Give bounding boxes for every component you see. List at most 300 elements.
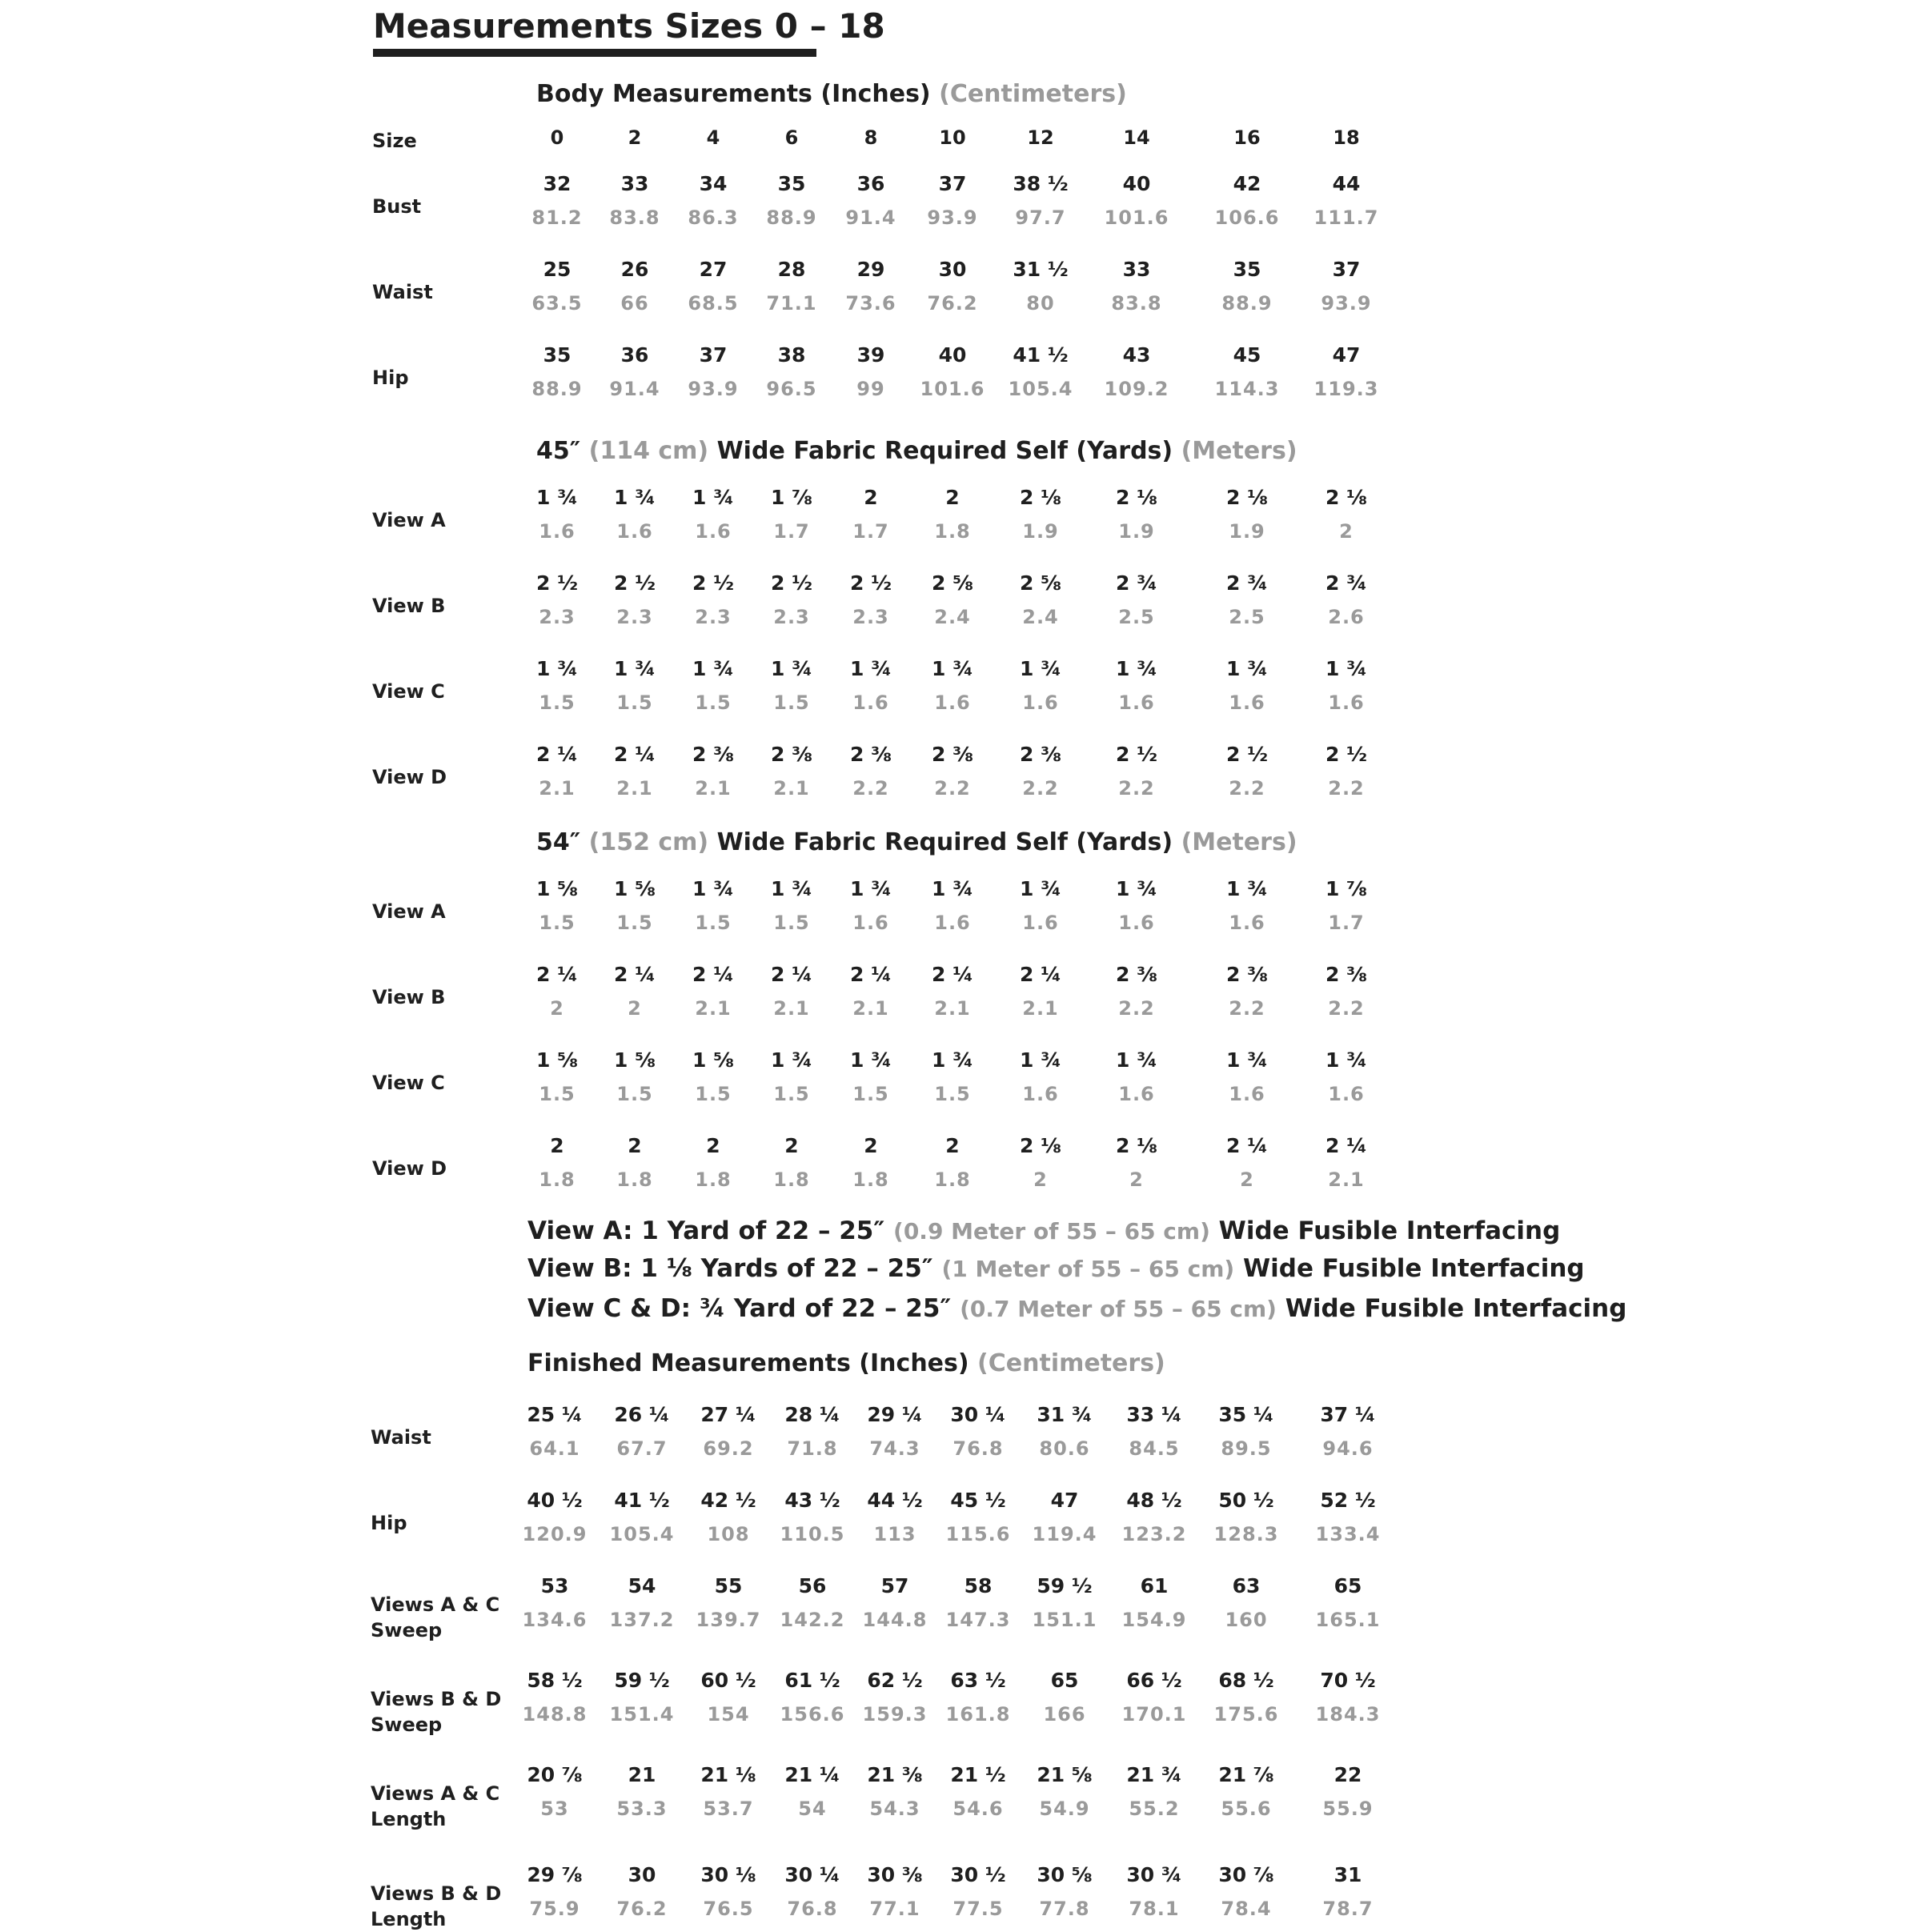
imperial-value: 2 ⅜ bbox=[1020, 743, 1061, 766]
row-label-line: View B bbox=[372, 595, 446, 617]
metric-value: 71.8 bbox=[787, 1437, 838, 1460]
metric-value: 94.6 bbox=[1322, 1437, 1374, 1460]
imperial-value: 2 ⅝ bbox=[1020, 571, 1061, 595]
metric-value: 2 bbox=[1129, 1168, 1144, 1191]
metric-value: 76.2 bbox=[927, 292, 978, 315]
imperial-value: 33 ¼ bbox=[1126, 1403, 1182, 1426]
metric-value: 83.8 bbox=[1111, 292, 1162, 315]
metric-value: 2 bbox=[550, 997, 564, 1020]
metric-value: 2.1 bbox=[852, 997, 889, 1020]
imperial-value: 48 ½ bbox=[1126, 1489, 1182, 1512]
imperial-value: 2 ⅜ bbox=[1325, 963, 1367, 986]
imperial-value: 1 ¾ bbox=[1226, 1048, 1268, 1072]
imperial-value: 1 ¾ bbox=[1325, 1048, 1367, 1072]
metric-value: 1.6 bbox=[934, 691, 971, 714]
row-label-line: Sweep bbox=[371, 1619, 443, 1641]
size-cell: 0 bbox=[550, 126, 564, 149]
imperial-value: 22 bbox=[1333, 1763, 1362, 1786]
metric-value: 2.2 bbox=[1118, 997, 1155, 1020]
metric-value: 2 bbox=[1240, 1168, 1254, 1191]
imperial-value: 41 ½ bbox=[614, 1489, 670, 1512]
imperial-value: 2 ¼ bbox=[536, 743, 578, 766]
fabric-54-title-metric: (Meters) bbox=[1181, 828, 1297, 856]
imperial-value: 30 ¾ bbox=[1126, 1863, 1182, 1886]
metric-value: 147.3 bbox=[945, 1609, 1011, 1631]
interfacing-metric: (1 Meter of 55 – 65 cm) bbox=[941, 1256, 1235, 1282]
row-label-line: Hip bbox=[372, 367, 409, 389]
metric-value: 63.5 bbox=[531, 292, 583, 315]
imperial-value: 35 bbox=[1233, 258, 1261, 281]
metric-value: 2.2 bbox=[1022, 777, 1059, 800]
fabric-45-heading bbox=[536, 437, 1297, 465]
size-row-label: Size bbox=[372, 130, 417, 152]
fabric-54-title: Wide Fabric Required Self (Yards) bbox=[716, 828, 1173, 856]
row-label-line: Hip bbox=[371, 1512, 407, 1534]
metric-value: 1.5 bbox=[773, 912, 810, 934]
imperial-value: 1 ¾ bbox=[536, 657, 578, 680]
metric-value: 71.1 bbox=[766, 292, 817, 315]
row-label-line: Waist bbox=[372, 281, 433, 303]
imperial-value: 1 ¾ bbox=[1020, 877, 1061, 900]
imperial-value: 2 ¼ bbox=[850, 963, 892, 986]
imperial-value: 40 ½ bbox=[527, 1489, 583, 1512]
page-title: Measurements Sizes 0 – 18 bbox=[373, 6, 885, 46]
imperial-value: 30 ¼ bbox=[784, 1863, 840, 1886]
fabric-45-width-metric: (114 cm) bbox=[588, 437, 709, 465]
metric-value: 105.4 bbox=[1008, 378, 1073, 400]
imperial-value: 45 ½ bbox=[950, 1489, 1006, 1512]
imperial-value: 66 ½ bbox=[1126, 1669, 1182, 1692]
metric-value: 160 bbox=[1225, 1609, 1268, 1631]
imperial-value: 21 ⅛ bbox=[700, 1763, 756, 1786]
metric-value: 1.6 bbox=[1229, 691, 1265, 714]
row-label-line: View C bbox=[372, 1072, 445, 1094]
metric-value: 108 bbox=[707, 1523, 750, 1545]
metric-value: 76.2 bbox=[616, 1898, 668, 1920]
metric-value: 119.4 bbox=[1032, 1523, 1097, 1545]
size-cell: 14 bbox=[1123, 126, 1150, 149]
fabric-54-heading bbox=[536, 828, 1297, 856]
metric-value: 2.3 bbox=[852, 606, 889, 628]
imperial-value: 2 ⅛ bbox=[1116, 1134, 1157, 1157]
imperial-value: 2 ½ bbox=[1226, 743, 1268, 766]
imperial-value: 60 ½ bbox=[700, 1669, 756, 1692]
interfacing-note-view-cd bbox=[527, 1294, 1626, 1323]
body-measurements-heading bbox=[536, 80, 1127, 108]
imperial-value: 25 bbox=[543, 258, 571, 281]
metric-value: 76.8 bbox=[787, 1898, 838, 1920]
row-label-line: Views B & D bbox=[371, 1882, 502, 1905]
imperial-value: 58 bbox=[964, 1574, 993, 1597]
imperial-value: 30 ⅛ bbox=[700, 1863, 756, 1886]
metric-value: 78.1 bbox=[1129, 1898, 1180, 1920]
interfacing-lead: View A: 1 Yard of 22 – 25″ bbox=[527, 1217, 885, 1245]
imperial-value: 61 bbox=[1140, 1574, 1169, 1597]
imperial-value: 1 ⅝ bbox=[692, 1048, 734, 1072]
metric-value: 2.2 bbox=[852, 777, 889, 800]
metric-value: 2.1 bbox=[1022, 997, 1059, 1020]
metric-value: 113 bbox=[873, 1523, 916, 1545]
metric-value: 2.4 bbox=[1022, 606, 1059, 628]
imperial-value: 2 ⅜ bbox=[1116, 963, 1157, 986]
row-label bbox=[371, 1686, 501, 1738]
metric-value: 1.9 bbox=[1118, 520, 1155, 543]
imperial-value: 70 ½ bbox=[1320, 1669, 1376, 1692]
imperial-value: 42 bbox=[1233, 172, 1261, 195]
metric-value: 1.9 bbox=[1022, 520, 1059, 543]
imperial-value: 21 ½ bbox=[950, 1763, 1006, 1786]
imperial-value: 2 ⅛ bbox=[1020, 486, 1061, 509]
metric-value: 83.8 bbox=[609, 206, 660, 229]
imperial-value: 35 bbox=[543, 343, 571, 367]
metric-value: 115.6 bbox=[945, 1523, 1011, 1545]
imperial-value: 2 bbox=[784, 1134, 799, 1157]
imperial-value: 21 ¼ bbox=[784, 1763, 840, 1786]
imperial-value: 1 ¾ bbox=[614, 486, 656, 509]
interfacing-lead: View C & D: ¾ Yard of 22 – 25″ bbox=[527, 1294, 952, 1323]
metric-value: 166 bbox=[1043, 1703, 1086, 1726]
metric-value: 1.8 bbox=[773, 1168, 810, 1191]
metric-value: 88.9 bbox=[1221, 292, 1273, 315]
row-label bbox=[372, 984, 445, 1010]
interfacing-lead: View B: 1 ⅛ Yards of 22 – 25″ bbox=[527, 1254, 933, 1283]
metric-value: 1.5 bbox=[616, 912, 653, 934]
imperial-value: 56 bbox=[798, 1574, 827, 1597]
imperial-value: 29 ⅞ bbox=[527, 1863, 583, 1886]
row-label bbox=[372, 679, 445, 704]
metric-value: 1.6 bbox=[852, 691, 889, 714]
metric-value: 54 bbox=[798, 1798, 827, 1820]
row-label bbox=[371, 1510, 407, 1536]
imperial-value: 2 bbox=[945, 486, 960, 509]
imperial-value: 59 ½ bbox=[1037, 1574, 1093, 1597]
row-label-line: View C bbox=[372, 680, 445, 703]
metric-value: 1.5 bbox=[695, 1083, 732, 1105]
metric-value: 88.9 bbox=[531, 378, 583, 400]
metric-value: 142.2 bbox=[780, 1609, 845, 1631]
imperial-value: 1 ¾ bbox=[692, 486, 734, 509]
imperial-value: 41 ½ bbox=[1013, 343, 1069, 367]
imperial-value: 1 ¾ bbox=[932, 1048, 973, 1072]
row-label-line: View A bbox=[372, 509, 446, 531]
metric-value: 78.4 bbox=[1221, 1898, 1272, 1920]
metric-value: 133.4 bbox=[1315, 1523, 1381, 1545]
metric-value: 120.9 bbox=[522, 1523, 588, 1545]
imperial-value: 42 ½ bbox=[700, 1489, 756, 1512]
imperial-value: 43 bbox=[1122, 343, 1151, 367]
metric-value: 74.3 bbox=[869, 1437, 920, 1460]
imperial-value: 28 ¼ bbox=[784, 1403, 840, 1426]
imperial-value: 2 ⅜ bbox=[1226, 963, 1268, 986]
metric-value: 93.9 bbox=[688, 378, 739, 400]
row-label bbox=[372, 593, 445, 619]
imperial-value: 2 ⅜ bbox=[692, 743, 734, 766]
metric-value: 93.9 bbox=[1321, 292, 1372, 315]
row-label bbox=[372, 899, 446, 924]
metric-value: 1.6 bbox=[695, 520, 732, 543]
size-cell: 12 bbox=[1027, 126, 1054, 149]
metric-value: 2.2 bbox=[1229, 777, 1265, 800]
imperial-value: 31 bbox=[1333, 1863, 1362, 1886]
imperial-value: 1 ¾ bbox=[1116, 877, 1157, 900]
imperial-value: 2 ½ bbox=[771, 571, 812, 595]
metric-value: 96.5 bbox=[766, 378, 817, 400]
metric-value: 144.8 bbox=[862, 1609, 928, 1631]
metric-value: 2.1 bbox=[695, 997, 732, 1020]
fabric-54-width: 54″ bbox=[536, 828, 581, 856]
imperial-value: 33 bbox=[1122, 258, 1151, 281]
metric-value: 1.6 bbox=[1229, 912, 1265, 934]
imperial-value: 2 ¼ bbox=[692, 963, 734, 986]
metric-value: 170.1 bbox=[1121, 1703, 1187, 1726]
imperial-value: 21 ⅝ bbox=[1037, 1763, 1093, 1786]
imperial-value: 21 ⅞ bbox=[1218, 1763, 1274, 1786]
metric-value: 2.2 bbox=[1328, 777, 1365, 800]
row-label-line: Views A & C bbox=[371, 1593, 500, 1616]
metric-value: 1.6 bbox=[1118, 691, 1155, 714]
interfacing-metric: (0.7 Meter of 55 – 65 cm) bbox=[960, 1296, 1277, 1322]
imperial-value: 2 ½ bbox=[850, 571, 892, 595]
imperial-value: 1 ¾ bbox=[1116, 657, 1157, 680]
interfacing-tail: Wide Fusible Interfacing bbox=[1242, 1254, 1585, 1283]
imperial-value: 2 ¾ bbox=[1226, 571, 1268, 595]
imperial-value: 36 bbox=[620, 343, 649, 367]
imperial-value: 37 bbox=[1332, 258, 1361, 281]
size-cell: 8 bbox=[864, 126, 878, 149]
metric-value: 81.2 bbox=[531, 206, 583, 229]
row-label bbox=[372, 194, 421, 219]
body-heading-inches: Body Measurements (Inches) bbox=[536, 80, 931, 108]
row-label bbox=[372, 507, 446, 533]
metric-value: 106.6 bbox=[1214, 206, 1280, 229]
imperial-value: 1 ¾ bbox=[692, 657, 734, 680]
metric-value: 69.2 bbox=[703, 1437, 754, 1460]
size-cell: 6 bbox=[784, 126, 799, 149]
metric-value: 2.3 bbox=[539, 606, 575, 628]
metric-value: 2.3 bbox=[616, 606, 653, 628]
metric-value: 1.6 bbox=[852, 912, 889, 934]
metric-value: 154.9 bbox=[1121, 1609, 1187, 1631]
imperial-value: 1 ⅞ bbox=[1325, 877, 1367, 900]
imperial-value: 1 ¾ bbox=[692, 877, 734, 900]
imperial-value: 50 ½ bbox=[1218, 1489, 1274, 1512]
fabric-54-width-metric: (152 cm) bbox=[588, 828, 709, 856]
imperial-value: 61 ½ bbox=[784, 1669, 840, 1692]
metric-value: 1.6 bbox=[1328, 691, 1365, 714]
imperial-value: 47 bbox=[1332, 343, 1361, 367]
metric-value: 1.6 bbox=[1022, 1083, 1059, 1105]
metric-value: 77.5 bbox=[952, 1898, 1004, 1920]
row-label bbox=[372, 764, 447, 790]
imperial-value: 1 ¾ bbox=[932, 657, 973, 680]
metric-value: 1.7 bbox=[1328, 912, 1365, 934]
row-label-line: Views A & C bbox=[371, 1782, 500, 1805]
imperial-value: 30 ⅜ bbox=[867, 1863, 923, 1886]
imperial-value: 2 ¾ bbox=[1325, 571, 1367, 595]
imperial-value: 2 bbox=[706, 1134, 720, 1157]
metric-value: 80.6 bbox=[1039, 1437, 1090, 1460]
metric-value: 1.5 bbox=[616, 1083, 653, 1105]
metric-value: 1.8 bbox=[934, 520, 971, 543]
metric-value: 109.2 bbox=[1104, 378, 1169, 400]
imperial-value: 2 ¾ bbox=[1116, 571, 1157, 595]
metric-value: 2.2 bbox=[1118, 777, 1155, 800]
imperial-value: 26 ¼ bbox=[614, 1403, 670, 1426]
metric-value: 68.5 bbox=[688, 292, 739, 315]
metric-value: 2.3 bbox=[695, 606, 732, 628]
imperial-value: 40 bbox=[938, 343, 967, 367]
imperial-value: 2 bbox=[945, 1134, 960, 1157]
imperial-value: 38 bbox=[777, 343, 806, 367]
metric-value: 1.6 bbox=[1118, 1083, 1155, 1105]
metric-value: 1.6 bbox=[1328, 1083, 1365, 1105]
metric-value: 54.6 bbox=[952, 1798, 1004, 1820]
metric-value: 55.9 bbox=[1322, 1798, 1374, 1820]
imperial-value: 2 ¼ bbox=[1020, 963, 1061, 986]
imperial-value: 1 ¾ bbox=[771, 657, 812, 680]
metric-value: 148.8 bbox=[522, 1703, 588, 1726]
imperial-value: 33 bbox=[620, 172, 649, 195]
size-cell: 4 bbox=[706, 126, 720, 149]
metric-value: 99 bbox=[856, 378, 885, 400]
imperial-value: 1 ¾ bbox=[536, 486, 578, 509]
imperial-value: 43 ½ bbox=[784, 1489, 840, 1512]
row-label bbox=[371, 1781, 499, 1832]
imperial-value: 40 bbox=[1122, 172, 1151, 195]
metric-value: 89.5 bbox=[1221, 1437, 1272, 1460]
row-label-line: Length bbox=[371, 1808, 447, 1830]
imperial-value: 2 ¼ bbox=[1226, 1134, 1268, 1157]
metric-value: 1.7 bbox=[773, 520, 810, 543]
metric-value: 1.5 bbox=[934, 1083, 971, 1105]
finished-heading-inches: Finished Measurements (Inches) bbox=[527, 1349, 969, 1377]
metric-value: 2.5 bbox=[1118, 606, 1155, 628]
imperial-value: 45 bbox=[1233, 343, 1261, 367]
metric-value: 2 bbox=[1339, 520, 1354, 543]
imperial-value: 2 ½ bbox=[1325, 743, 1367, 766]
metric-value: 78.7 bbox=[1322, 1898, 1374, 1920]
size-cell: 2 bbox=[628, 126, 642, 149]
metric-value: 159.3 bbox=[862, 1703, 928, 1726]
metric-value: 1.8 bbox=[539, 1168, 575, 1191]
imperial-value: 68 ½ bbox=[1218, 1669, 1274, 1692]
metric-value: 91.4 bbox=[609, 378, 660, 400]
row-label-line: Sweep bbox=[371, 1714, 443, 1736]
interfacing-tail: Wide Fusible Interfacing bbox=[1285, 1294, 1627, 1323]
imperial-value: 2 ⅜ bbox=[850, 743, 892, 766]
metric-value: 1.5 bbox=[695, 912, 732, 934]
metric-value: 105.4 bbox=[609, 1523, 675, 1545]
metric-value: 93.9 bbox=[927, 206, 978, 229]
metric-value: 1.6 bbox=[934, 912, 971, 934]
size-cell: 18 bbox=[1333, 126, 1360, 149]
imperial-value: 1 ¾ bbox=[1116, 1048, 1157, 1072]
row-label-line: View A bbox=[372, 900, 446, 923]
imperial-value: 27 ¼ bbox=[700, 1403, 756, 1426]
imperial-value: 2 ½ bbox=[1116, 743, 1157, 766]
interfacing-tail: Wide Fusible Interfacing bbox=[1218, 1217, 1561, 1245]
imperial-value: 2 ⅝ bbox=[932, 571, 973, 595]
metric-value: 54.9 bbox=[1039, 1798, 1090, 1820]
metric-value: 119.3 bbox=[1313, 378, 1379, 400]
row-label-line: Views B & D bbox=[371, 1688, 502, 1710]
fabric-45-title: Wide Fabric Required Self (Yards) bbox=[716, 437, 1173, 465]
imperial-value: 20 ⅞ bbox=[527, 1763, 583, 1786]
metric-value: 2.2 bbox=[934, 777, 971, 800]
metric-value: 77.1 bbox=[869, 1898, 920, 1920]
imperial-value: 53 bbox=[540, 1574, 569, 1597]
imperial-value: 1 ¾ bbox=[771, 1048, 812, 1072]
metric-value: 184.3 bbox=[1315, 1703, 1381, 1726]
metric-value: 1.5 bbox=[773, 691, 810, 714]
metric-value: 2.1 bbox=[539, 777, 575, 800]
imperial-value: 63 ½ bbox=[950, 1669, 1006, 1692]
imperial-value: 30 bbox=[938, 258, 967, 281]
interfacing-note-view-a bbox=[527, 1217, 1560, 1245]
metric-value: 161.8 bbox=[945, 1703, 1011, 1726]
metric-value: 55.6 bbox=[1221, 1798, 1272, 1820]
imperial-value: 57 bbox=[880, 1574, 909, 1597]
metric-value: 1.8 bbox=[616, 1168, 653, 1191]
metric-value: 77.8 bbox=[1039, 1898, 1090, 1920]
imperial-value: 30 bbox=[628, 1863, 656, 1886]
imperial-value: 58 ½ bbox=[527, 1669, 583, 1692]
metric-value: 2 bbox=[628, 997, 642, 1020]
imperial-value: 1 ¾ bbox=[614, 657, 656, 680]
imperial-value: 27 bbox=[699, 258, 728, 281]
imperial-value: 2 ¼ bbox=[614, 743, 656, 766]
imperial-value: 44 ½ bbox=[867, 1489, 923, 1512]
imperial-value: 35 bbox=[777, 172, 806, 195]
finished-heading-centimeters: (Centimeters) bbox=[977, 1349, 1165, 1377]
metric-value: 1.7 bbox=[852, 520, 889, 543]
imperial-value: 2 ½ bbox=[536, 571, 578, 595]
imperial-value: 37 bbox=[699, 343, 728, 367]
imperial-value: 2 ¼ bbox=[536, 963, 578, 986]
imperial-value: 54 bbox=[628, 1574, 656, 1597]
metric-value: 1.5 bbox=[539, 691, 575, 714]
metric-value: 80 bbox=[1026, 292, 1055, 315]
row-label bbox=[371, 1592, 499, 1643]
metric-value: 1.6 bbox=[616, 520, 653, 543]
imperial-value: 21 ⅜ bbox=[867, 1763, 923, 1786]
row-label-line: View D bbox=[372, 1157, 447, 1180]
metric-value: 1.8 bbox=[934, 1168, 971, 1191]
imperial-value: 2 ⅛ bbox=[1116, 486, 1157, 509]
metric-value: 1.8 bbox=[695, 1168, 732, 1191]
imperial-value: 31 ¾ bbox=[1037, 1403, 1093, 1426]
row-label bbox=[371, 1881, 501, 1932]
imperial-value: 30 ⅞ bbox=[1218, 1863, 1274, 1886]
imperial-value: 21 bbox=[628, 1763, 656, 1786]
metric-value: 75.9 bbox=[529, 1898, 580, 1920]
row-label-line: View B bbox=[372, 986, 446, 1008]
metric-value: 111.7 bbox=[1313, 206, 1379, 229]
interfacing-metric: (0.9 Meter of 55 – 65 cm) bbox=[893, 1218, 1210, 1245]
metric-value: 55.2 bbox=[1129, 1798, 1180, 1820]
imperial-value: 65 bbox=[1050, 1669, 1079, 1692]
imperial-value: 39 bbox=[856, 343, 885, 367]
imperial-value: 26 bbox=[620, 258, 649, 281]
metric-value: 2.1 bbox=[773, 997, 810, 1020]
metric-value: 165.1 bbox=[1315, 1609, 1381, 1631]
imperial-value: 1 ¾ bbox=[1226, 877, 1268, 900]
metric-value: 101.6 bbox=[1104, 206, 1169, 229]
body-heading-centimeters: (Centimeters) bbox=[939, 80, 1127, 108]
imperial-value: 37 bbox=[938, 172, 967, 195]
metric-value: 1.6 bbox=[1022, 691, 1059, 714]
imperial-value: 1 ¾ bbox=[771, 877, 812, 900]
